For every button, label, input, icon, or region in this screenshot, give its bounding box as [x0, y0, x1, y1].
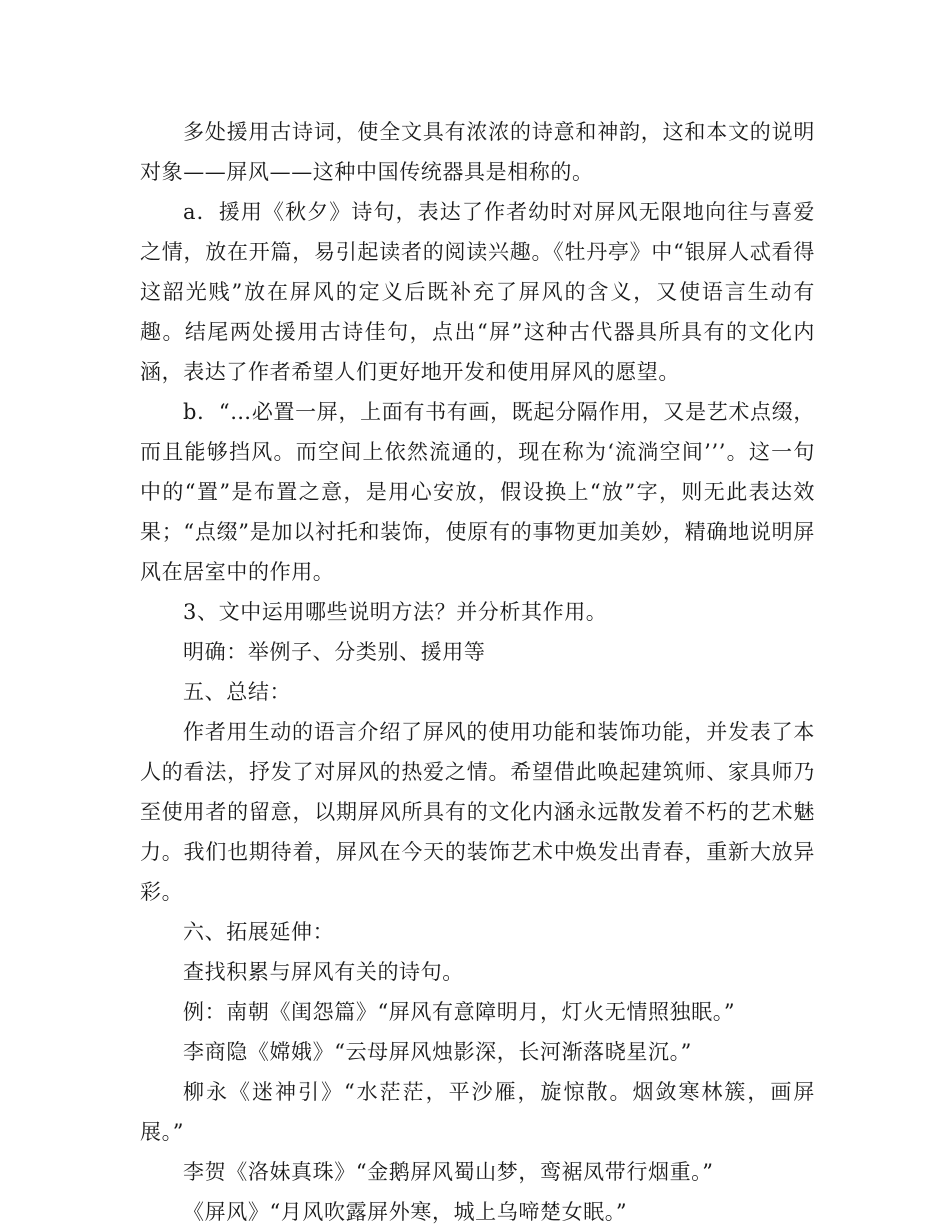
- paragraph-point-a: a．援用《秋夕》诗句，表达了作者幼时对屏风无限地向往与喜爱之情，放在开篇，易引起读者的阅读兴趣。《牡丹亭》中“银屏人忒看得这韶光贱”放在屏风的定义后既补充了屏风的含义，又使语言生动有趣。结尾两处援用古诗佳句，点出“屏”这种古代器具所具有的文化内涵，表达了作者希望人们更好地开发和使用屏风的愿望。: [140, 200, 815, 384]
- section-heading-extension: 六、拓展延伸：: [183, 920, 335, 944]
- poem-example-5: 《屏风》“月风吹露屏外寒，城上乌啼楚女眠。”: [183, 1200, 628, 1224]
- paragraph-point-b: b．“…必置一屏，上面有书有画，既起分隔作用，又是艺术点缀，而且能够挡风。而空间上依然流通的，现在称为‘流淌空间’’’。这一句中的“置”是布置之意，是用心安放，假设换上“放”字，则无此表达效果；“点缀”是加以衬托和装饰，使原有的事物更加美妙，精确地说明屏风在居室中的作用。: [140, 400, 815, 584]
- paragraph-summary: 作者用生动的语言介绍了屏风的使用功能和装饰功能，并发表了本人的看法，抒发了对屏风的热爱之情。希望借此唤起建筑师、家具师乃至使用者的留意，以期屏风所具有的文化内涵永远散发着不朽的艺术魅力。我们也期待着，屏风在今天的装饰艺术中焕发出青春，重新大放异彩。: [140, 720, 815, 904]
- paragraph-extension-task: 查找积累与屏风有关的诗句。: [183, 960, 464, 984]
- poem-example-2: 李商隐《嫦娥》“云母屏风烛影深，长河渐落晓星沉。”: [183, 1040, 693, 1064]
- poem-example-3: 柳永《迷神引》“水茫茫，平沙雁，旋惊散。烟敛寒林簇，画屏展。”: [140, 1080, 815, 1144]
- section-heading-summary: 五、总结：: [183, 680, 292, 704]
- answer-3: 明确：举例子、分类别、援用等: [183, 640, 486, 664]
- poem-example-4: 李贺《洛妹真珠》“金鹅屏风蜀山梦，鸾裾凤带行烟重。”: [183, 1160, 714, 1184]
- paragraph-poetic-quotes: 多处援用古诗词，使全文具有浓浓的诗意和神韵，这和本文的说明对象——屏风——这种中国传统器具是相称的。: [140, 120, 815, 184]
- document-body: [140, 112, 815, 1232]
- poem-example-1: 例：南朝《闺怨篇》“屏风有意障明月，灯火无情照独眠。”: [183, 1000, 736, 1024]
- question-3: 3、文中运用哪些说明方法？并分析其作用。: [183, 600, 608, 624]
